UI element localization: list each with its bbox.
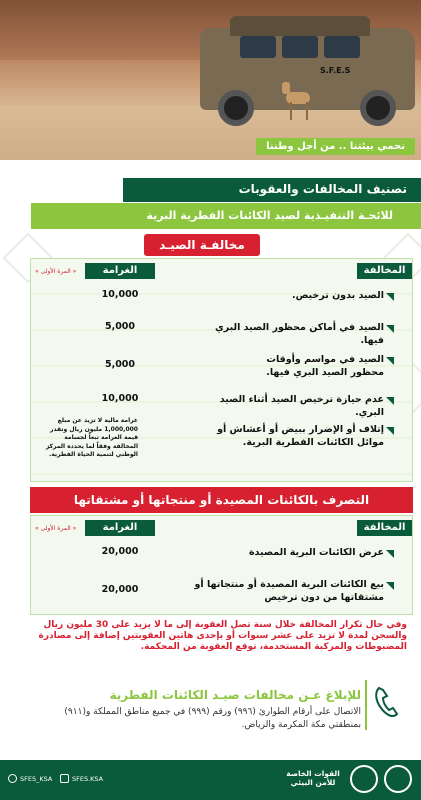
violation-text: إتلاف أو الإضرار ببيض أو أعشاش أو موائل الكائنات الفطرية البرية. (217, 424, 384, 448)
fine-value: 20,000 (101, 584, 139, 595)
row-marker-icon (386, 397, 394, 405)
fine-column-header: الغرامة (85, 520, 155, 536)
vehicle-wheel (218, 90, 254, 126)
vehicle-plate-label: S.F.E.S (320, 66, 351, 75)
violation-text: عرض الكائنات البرية المصيدة (248, 547, 384, 558)
gazelle-leg (290, 102, 292, 120)
twitter-handle[interactable]: SFES_KSA (20, 775, 53, 783)
gazelle-leg (306, 102, 308, 120)
fine-value: 5,000 (104, 321, 136, 332)
first-time-note: « المرة الأولى » (35, 525, 77, 532)
fine-value: 10,000 (101, 289, 139, 300)
violation-text: الصيد في مواسم وأوقات محظور الصيد البري فيها. (266, 354, 384, 378)
section-title-trade: التصرف بالكائنات المصيدة أو منتجاتها أو مشتقاتها (30, 487, 413, 513)
vehicle-window (324, 36, 360, 58)
violation-text: الصيد في أماكن محظور الصيد البري فيها. (215, 322, 384, 346)
page-title: تصنيف المخالفات والعقوبات (123, 178, 421, 202)
phone-icon (371, 682, 401, 722)
violation-column-header: المخالفة (357, 263, 412, 279)
repeat-offense-penalty: وفي حال تكرار المخالفة خلال سنة تصل العقوبة إلى ما لا يزيد على 30 مليون ريال والسجن لمدة لا تزيد على عشر سنوات أو بإحدى هاتين العقوبتين إضافة إلى مصادرة المضبوطات والمركبة المستخدمة، توقع العقوبة من المحكمة. (38, 620, 407, 652)
ministry-emblem-icon (384, 765, 412, 793)
vehicle-roof (230, 16, 370, 36)
fine-column-header: الغرامة (85, 263, 155, 279)
report-instructions: الاتصال على أرقام الطوارئ (٩٩٦) ورقم (٩٩٩) في جميع مناطق المملكة و(٩١١) بمنطقتي مكة المكرمة والرياض. (64, 707, 361, 730)
fine-value: 20,000 (101, 546, 139, 557)
footer (0, 760, 421, 800)
violation-column-header: المخالفة (357, 520, 412, 536)
slogan-banner: نحمي بيئتنا .. من أجل وطننا (256, 138, 415, 155)
row-marker-icon (386, 427, 394, 435)
vehicle-wheel (360, 90, 396, 126)
section-title-hunting: مخالفـة الصيـد (144, 234, 260, 256)
fine-value: 5,000 (104, 359, 136, 370)
organization-name: القوات الخاصة للأمن البيئي (286, 769, 340, 787)
row-marker-icon (386, 582, 394, 590)
special-fine-note: غرامة مالية لا تزيد عن مبلغ 1,000,000 مليون ريال وتقدر قيمة الغرامة تبعاً لجسامة المخالفة وفقاً لما يحدده المركز الوطني لتنمية الحياة الفطرية. (45, 417, 138, 458)
row-marker-icon (386, 325, 394, 333)
row-marker-icon (386, 357, 394, 365)
twitter-icon[interactable] (8, 774, 17, 783)
divider-line (365, 680, 367, 730)
vehicle-window (282, 36, 318, 58)
row-marker-icon (386, 293, 394, 301)
gazelle (282, 82, 312, 122)
instagram-icon[interactable] (60, 774, 69, 783)
report-title: للإبلاغ عـن مخالفات صيـد الكائنات الفطرية (109, 688, 361, 702)
trade-violations-table (30, 515, 413, 615)
violation-text: الصيد بدون ترخيص. (291, 290, 384, 301)
organization-emblem-icon (350, 765, 378, 793)
first-time-note: « المرة الأولى » (35, 268, 77, 275)
row-marker-icon (386, 550, 394, 558)
violation-text: عدم حيازة ترخيص الصيد أثناء الصيد البري. (219, 394, 384, 418)
page-subtitle: للائحـة التنفيـذية لصيد الكائنات الفطرية البرية (31, 203, 421, 229)
instagram-handle[interactable]: SFES.KSA (72, 775, 104, 783)
fine-value: 10,000 (101, 393, 139, 404)
vehicle-window (240, 36, 276, 58)
hero-image (0, 0, 421, 160)
violation-text: بيع الكائنات البرية المصيدة أو منتجاتها أو مشتقاتها من دون ترخيص (194, 579, 384, 603)
